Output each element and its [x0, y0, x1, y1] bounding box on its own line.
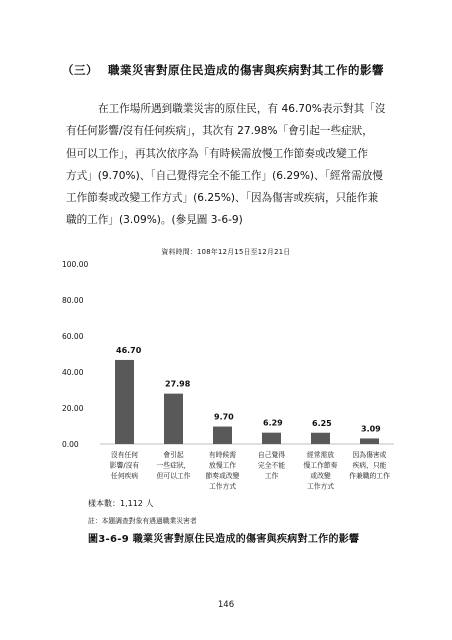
sample-size: 樣本數：1,112 人 — [88, 499, 154, 508]
category-label: 有時候需 — [208, 451, 237, 459]
bar-value-label: 3.09 — [361, 424, 381, 434]
category-label: 慢工作節奏 — [303, 461, 338, 470]
bar — [164, 394, 183, 444]
paragraph-line: 但可以工作」，再其次依序為「有時候需放慢工作節奏或改變工作 — [66, 147, 368, 160]
y-tick-label: 100.00 — [62, 260, 89, 269]
category-label: 作兼職的工作 — [349, 472, 390, 480]
y-tick-label: 0.00 — [62, 440, 79, 449]
category-label: 任何疾病 — [110, 472, 139, 480]
category-label: 工作方式 — [306, 482, 335, 491]
category-label: 放慢工作 — [208, 461, 237, 470]
bar — [213, 427, 232, 444]
category-label: 影響/沒有 — [109, 461, 140, 470]
category-label: 或改變 — [310, 472, 331, 480]
y-tick-label: 60.00 — [62, 332, 84, 341]
data-period-note: 資料時間：108年12月15日至12月21日 — [161, 248, 291, 256]
bar — [262, 433, 281, 444]
paragraph-line: 工作節奏或改變工作方式」(6.25%)、「因為傷害或疾病，只能作兼 — [66, 192, 379, 205]
y-tick-label: 80.00 — [62, 296, 84, 305]
paragraph-line: 在工作場所遇到職業災害的原住民，有 46.70%表示對其「沒 — [98, 103, 386, 115]
bar-value-label: 46.70 — [116, 345, 142, 355]
bar-value-label: 6.29 — [263, 418, 283, 428]
figure-caption: 圖3-6-9 職業災害對原住民造成的傷害與疾病對工作的影響 — [88, 534, 360, 545]
paragraph-line: 有任何影響/沒有任何疾病」，其次有 27.98%「會引起一些症狀， — [66, 125, 373, 138]
category-label: 工作 — [264, 472, 279, 480]
category-label: 一些症狀， — [156, 461, 191, 470]
bar-value-label: 27.98 — [165, 379, 191, 389]
bar — [115, 360, 134, 444]
category-label: 疾病，只能 — [352, 461, 387, 470]
paragraph-line: 方式」(9.70%)、「自己覺得完全不能工作」(6.29%)、「經常需放慢 — [66, 169, 383, 182]
y-tick-label: 40.00 — [62, 368, 84, 377]
y-tick-label: 20.00 — [62, 404, 84, 413]
footnote: 註：本題調查對象有遇過職業災害者 — [88, 517, 197, 525]
bar — [311, 433, 330, 444]
section-number: （三） — [62, 63, 98, 77]
bar-value-label: 9.70 — [214, 412, 234, 422]
bar — [360, 438, 379, 444]
bar-value-label: 6.25 — [312, 418, 332, 428]
category-label: 因為傷害或 — [352, 451, 387, 459]
page-number: 146 — [217, 600, 235, 610]
category-label: 節奏或改變 — [205, 472, 240, 480]
category-label: 經常需放 — [306, 451, 335, 459]
category-label: 會引起 — [163, 451, 184, 459]
category-label: 完全不能 — [257, 461, 286, 470]
category-label: 自己覺得 — [257, 451, 286, 459]
paragraph-line: 職的工作」(3.09%)。(參見圖 3-6-9) — [66, 214, 243, 227]
category-label: 工作方式 — [208, 482, 237, 491]
category-label: 沒有任何 — [110, 451, 139, 459]
section-title: 職業災害對原住民造成的傷害與疾病對其工作的影響 — [108, 63, 384, 77]
category-label: 但可以工作 — [156, 472, 191, 480]
